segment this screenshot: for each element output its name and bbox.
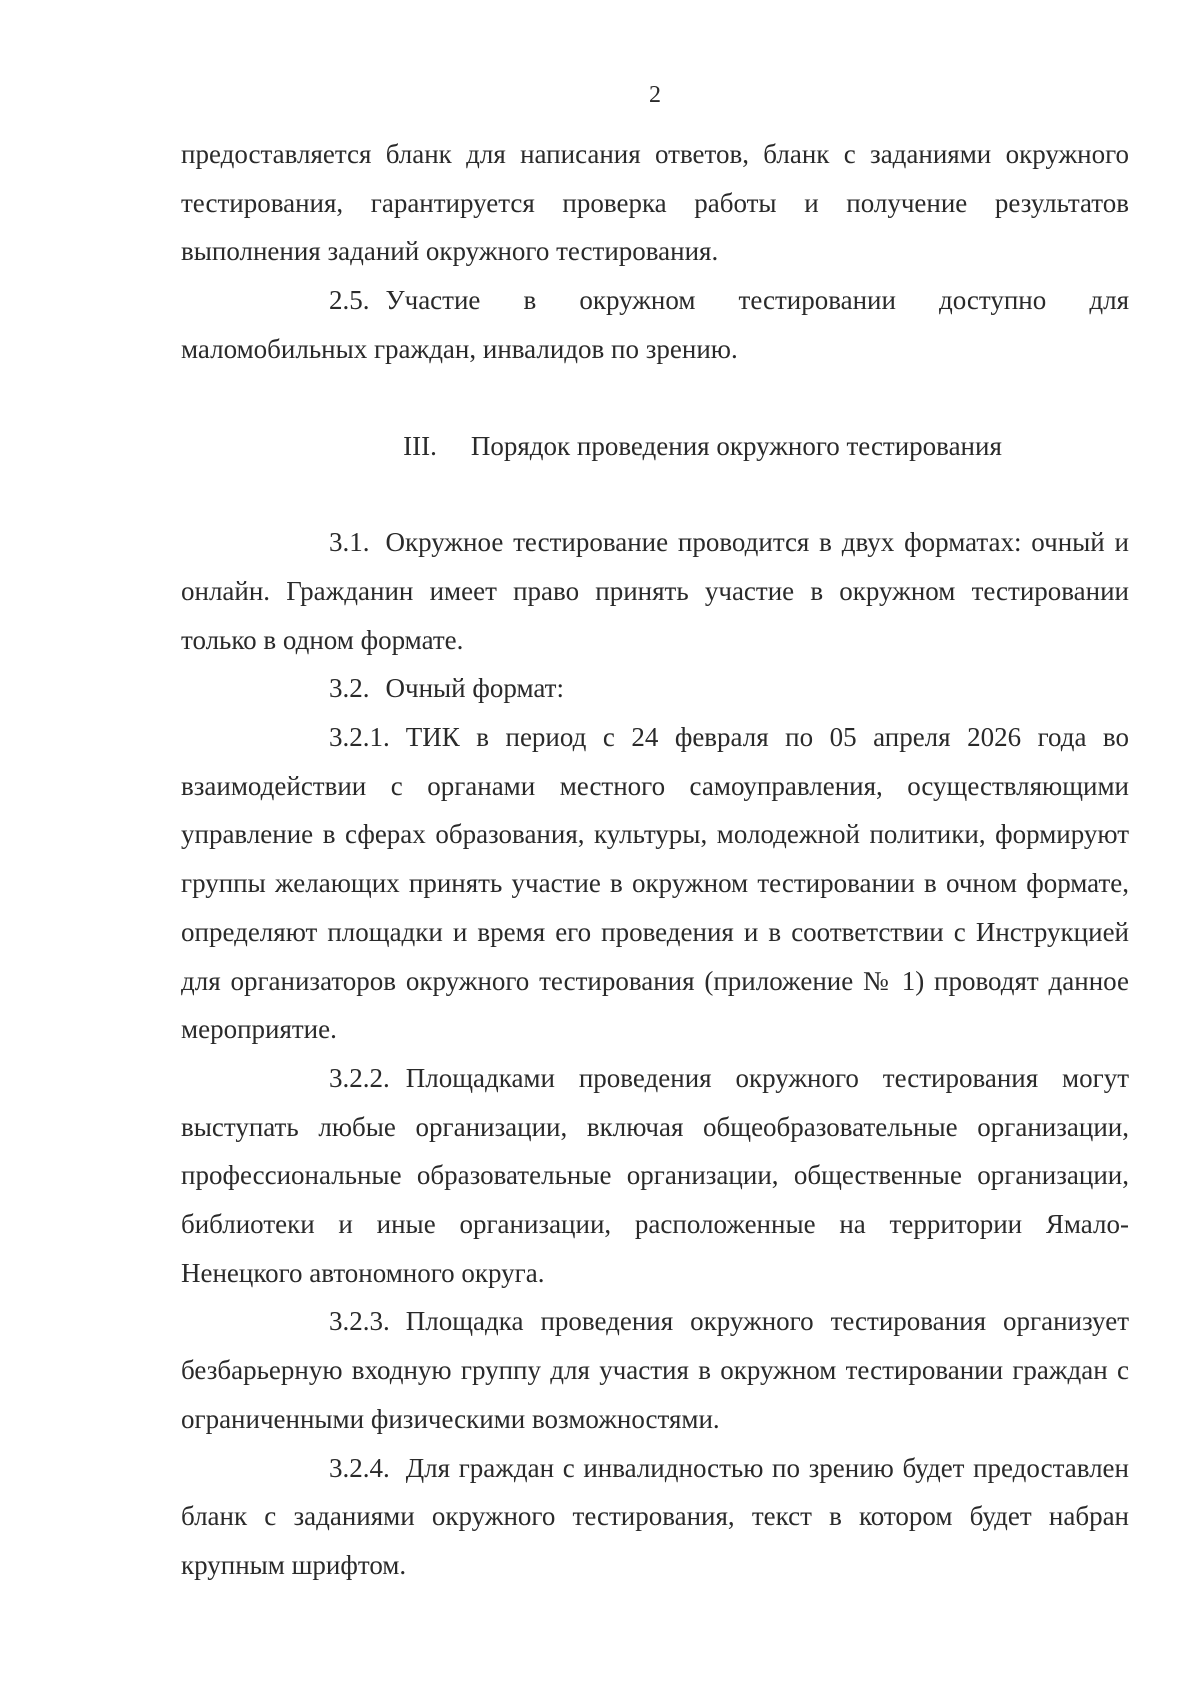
paragraph-3-2-4: [181, 1444, 1129, 1590]
paragraph-number: 3.2.1.: [329, 722, 390, 753]
section-number: III.: [403, 430, 437, 461]
section-title: Порядок проведения окружного тестирования: [470, 430, 1002, 461]
paragraph-3-2-3: [181, 1297, 1129, 1443]
section-heading: [181, 422, 1129, 471]
paragraph-text: Очный формат:: [385, 673, 564, 704]
paragraph-text: Участие в окружном тестировании доступно для маломобильных граждан, инвалидов по зрению.: [181, 285, 1129, 364]
paragraph-number: 2.5.: [329, 285, 370, 316]
paragraph-number: 3.1.: [329, 527, 370, 558]
paragraph-number: 3.2.2.: [329, 1062, 390, 1093]
paragraph-3-2: [181, 664, 1129, 713]
paragraph-text: Для граждан с инвалидностью по зрению будет предоставлен бланк с заданиями окружного тестирования, текст в котором будет набран крупным шрифтом.: [181, 1452, 1129, 1580]
paragraph-3-2-1: [181, 713, 1129, 1054]
paragraph-3-1: [181, 518, 1129, 664]
paragraph-text: Площадка проведения окружного тестирования организует безбарьерную входную группу для участия в окружном тестировании граждан с ограниченными физическими возможностями.: [181, 1306, 1129, 1434]
paragraph-3-2-2: [181, 1054, 1129, 1298]
document-body: [181, 130, 1129, 1590]
paragraph-2-5: [181, 276, 1129, 373]
paragraph-text: предоставляется бланк для написания ответов, бланк с заданиями окружного тестирования, гарантируется проверка работы и получение результатов выполнения заданий окружного тестирования.: [181, 139, 1129, 267]
paragraph-text: ТИК в период с 24 февраля по 05 апреля 2026 года во взаимодействии с органами местного самоуправления, осуществляющими управление в сферах образования, культуры, молодежной политики, формируют группы желающих принять участие в окружном тестировании в очном формате, определяют площадки и время его проведения и в соответствии с Инструкцией для организаторов окружного тестирования (приложение № 1) проводят данное мероприятие.: [181, 722, 1129, 1045]
page-number: 2: [649, 82, 661, 108]
paragraph-number: 3.2.: [329, 673, 370, 704]
paragraph-number: 3.2.4.: [329, 1452, 390, 1483]
paragraph-text: Площадками проведения окружного тестирования могут выступать любые организации, включая общеобразовательные организации, профессиональные образовательные организации, общественные организации, библиотеки и иные организации, расположенные на территории Ямало-Ненецкого автономного округа.: [181, 1062, 1129, 1288]
paragraph-continuation: [181, 130, 1129, 276]
paragraph-text: Окружное тестирование проводится в двух форматах: очный и онлайн. Гражданин имеет право принять участие в окружном тестировании только в одном формате.: [181, 527, 1129, 655]
paragraph-number: 3.2.3.: [329, 1306, 390, 1337]
